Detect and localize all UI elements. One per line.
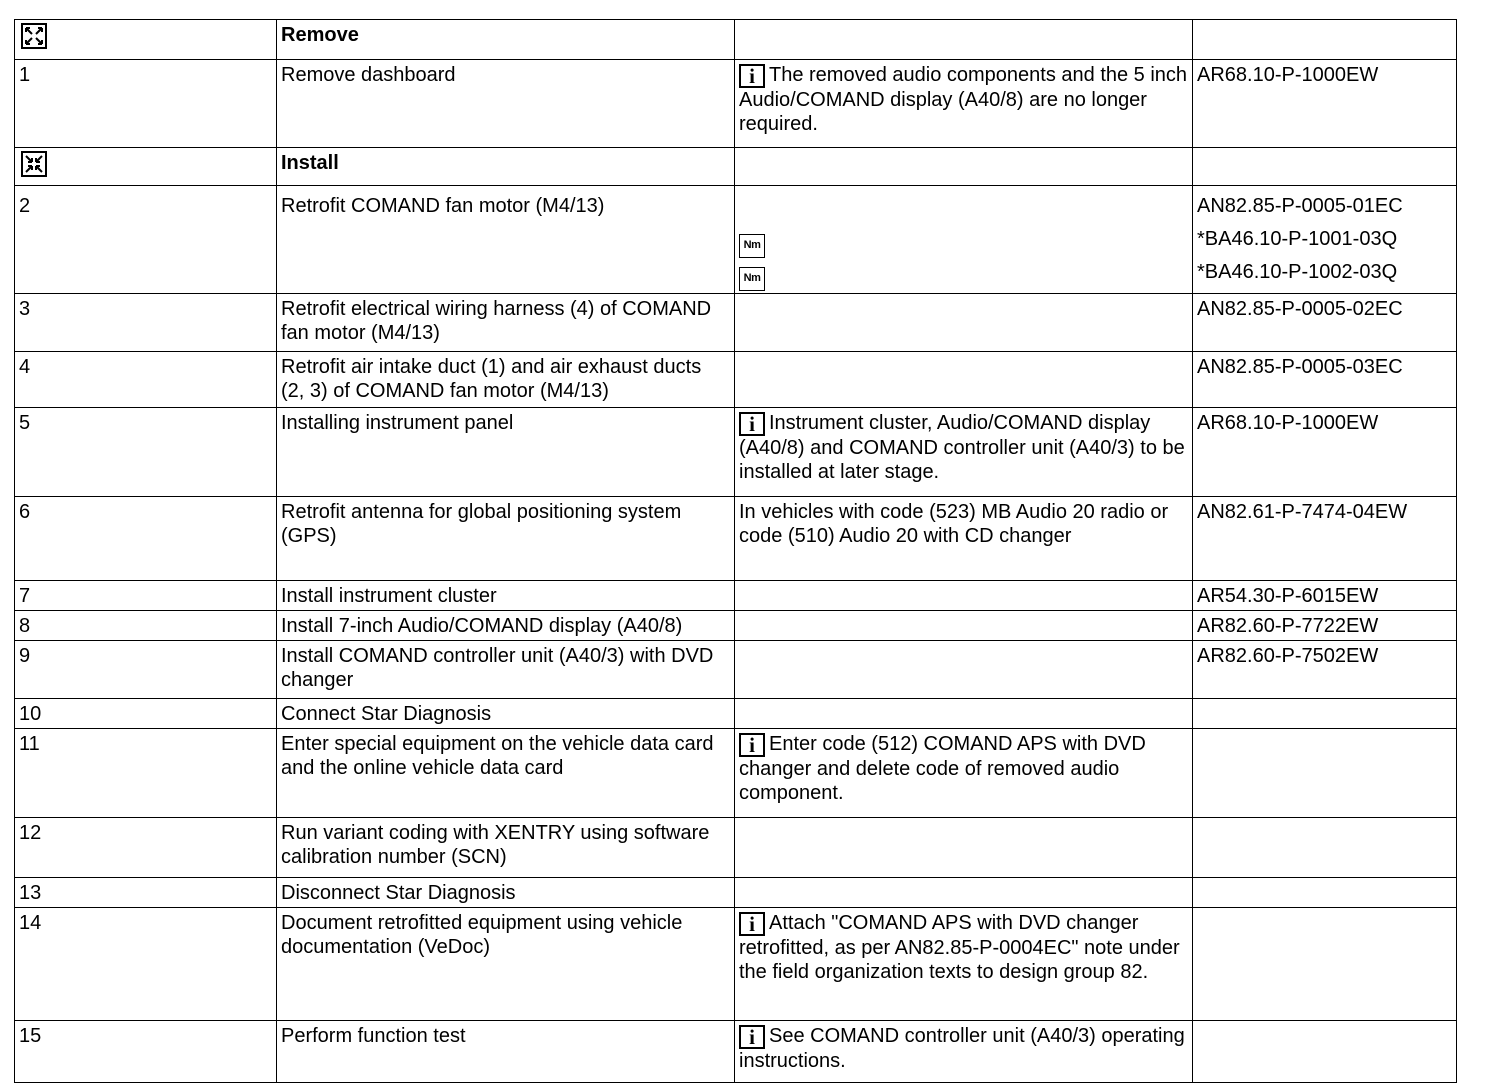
table-row [15,818,1457,878]
note-text: Enter code (512) COMAND APS with DVD changer and delete code of removed audio component. [739,733,1146,804]
note-text: Attach "COMAND APS with DVD changer retrofitted, as per AN82.85-P-0004EC" note under the field organization texts to design group 82. [739,912,1180,983]
step-description: Disconnect Star Diagnosis [277,878,735,908]
step-number: 13 [15,878,277,908]
table-row [15,611,1457,641]
info-icon[interactable]: i [739,912,765,936]
step-number: 7 [15,581,277,611]
section-title: Remove [277,20,735,60]
empty-cell [735,20,1193,60]
table-row [15,60,1457,148]
table-row [15,186,1457,294]
step-number: 5 [15,408,277,497]
torque-icon[interactable]: Nm [739,234,765,258]
empty-cell [735,352,1193,408]
note-cell [735,1021,1193,1083]
table-row [15,581,1457,611]
section-row-remove [15,20,1457,60]
empty-cell [735,148,1193,186]
expand-arrows-icon [21,23,47,49]
empty-cell [735,699,1193,729]
step-number: 15 [15,1021,277,1083]
step-number: 12 [15,818,277,878]
reference-link[interactable]: AR68.10-P-1000EW [1193,60,1457,148]
info-icon[interactable]: i [739,412,765,436]
empty-cell [1193,729,1457,818]
reference-link[interactable]: *BA46.10-P-1002-03Q [1197,261,1398,283]
note-cell [735,729,1193,818]
step-description: Install 7-inch Audio/COMAND display (A40/8) [277,611,735,641]
torque-cell [735,186,1193,294]
step-number: 6 [15,497,277,581]
step-description: Perform function test [277,1021,735,1083]
step-description: Install instrument cluster [277,581,735,611]
step-number: 3 [15,294,277,352]
step-description: Retrofit electrical wiring harness (4) of COMAND fan motor (M4/13) [277,294,735,352]
empty-cell [1193,1021,1457,1083]
reference-link[interactable]: AR82.60-P-7722EW [1193,611,1457,641]
table-row [15,497,1457,581]
empty-cell [735,641,1193,699]
empty-cell [735,581,1193,611]
collapse-arrows-icon [21,151,47,177]
torque-icon[interactable]: Nm [739,267,765,291]
reference-link[interactable]: AR68.10-P-1000EW [1193,408,1457,497]
reference-link[interactable]: AN82.61-P-7474-04EW [1193,497,1457,581]
table-row [15,908,1457,1021]
step-description: Remove dashboard [277,60,735,148]
step-description: Install COMAND controller unit (A40/3) with DVD changer [277,641,735,699]
step-description: Retrofit antenna for global positioning system (GPS) [277,497,735,581]
info-icon[interactable]: i [739,1025,765,1049]
note-cell [735,60,1193,148]
empty-cell [1193,878,1457,908]
empty-cell [1193,908,1457,1021]
empty-cell [1193,818,1457,878]
table-row [15,352,1457,408]
table-row [15,408,1457,497]
reference-link[interactable]: AR54.30-P-6015EW [1193,581,1457,611]
procedure-table [14,19,1457,1083]
empty-cell [735,611,1193,641]
note-cell [735,908,1193,1021]
table-row [15,729,1457,818]
reference-link[interactable]: AN82.85-P-0005-03EC [1193,352,1457,408]
table-row [15,878,1457,908]
step-description: Enter special equipment on the vehicle data card and the online vehicle data card [277,729,735,818]
reference-link[interactable]: AN82.85-P-0005-01EC [1197,195,1403,217]
info-icon[interactable]: i [739,64,765,88]
section-row-install [15,148,1457,186]
reference-link[interactable]: *BA46.10-P-1001-03Q [1197,228,1398,250]
empty-cell [1193,699,1457,729]
reference-link[interactable]: AN82.85-P-0005-02EC [1193,294,1457,352]
empty-cell [1193,20,1457,60]
reference-cell [1193,186,1457,294]
table-row [15,641,1457,699]
section-icon-cell [15,148,277,186]
step-number: 11 [15,729,277,818]
note-text: Instrument cluster, Audio/COMAND display (A40/8) and COMAND controller unit (A40/3) to be installed at later stage. [739,412,1185,483]
note-cell [735,408,1193,497]
step-description: Installing instrument panel [277,408,735,497]
table-row [15,294,1457,352]
table-row [15,1021,1457,1083]
reference-link[interactable]: AR82.60-P-7502EW [1193,641,1457,699]
step-number: 4 [15,352,277,408]
section-icon-cell [15,20,277,60]
section-title: Install [277,148,735,186]
empty-cell [1193,148,1457,186]
empty-cell [735,294,1193,352]
step-description: Retrofit air intake duct (1) and air exhaust ducts (2, 3) of COMAND fan motor (M4/13) [277,352,735,408]
empty-cell [735,818,1193,878]
note-text: See COMAND controller unit (A40/3) operating instructions. [739,1025,1185,1072]
step-number: 2 [15,186,277,294]
note-text: The removed audio components and the 5 inch Audio/COMAND display (A40/8) are no longer required. [739,64,1188,135]
step-number: 14 [15,908,277,1021]
step-number: 9 [15,641,277,699]
step-number: 10 [15,699,277,729]
step-number: 8 [15,611,277,641]
empty-cell [735,878,1193,908]
step-number: 1 [15,60,277,148]
info-icon[interactable]: i [739,733,765,757]
step-description: Run variant coding with XENTRY using software calibration number (SCN) [277,818,735,878]
step-description: Connect Star Diagnosis [277,699,735,729]
step-description: Document retrofitted equipment using vehicle documentation (VeDoc) [277,908,735,1021]
table-row [15,699,1457,729]
step-description: Retrofit COMAND fan motor (M4/13) [277,186,735,294]
note-text: In vehicles with code (523) MB Audio 20 radio or code (510) Audio 20 with CD changer [735,497,1193,581]
